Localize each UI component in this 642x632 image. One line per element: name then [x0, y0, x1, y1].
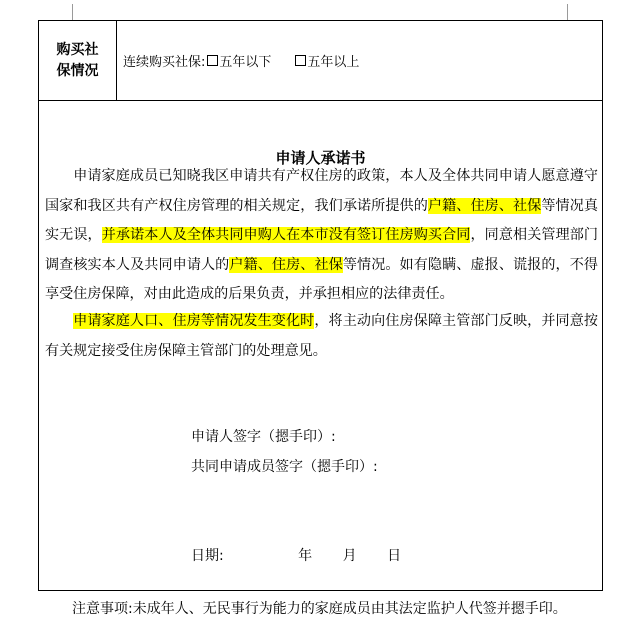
p1-highlight-3: 户籍、住房、社保	[229, 256, 343, 273]
pledge-form-table	[38, 20, 603, 591]
date-label: 日期:	[191, 548, 224, 564]
checkbox-less-than-five-years[interactable]	[207, 55, 218, 66]
social-security-label	[39, 21, 117, 100]
footer-note: 注意事项:未成年人、无民事行为能力的家庭成员由其法定监护人代签并摁手印。	[72, 601, 567, 617]
crop-mark	[72, 4, 73, 20]
p1-text-c: ，同意相关管理部门调查核实本人及共同申请人的	[45, 227, 599, 273]
pledge-paragraph-1	[45, 162, 598, 310]
p2-highlight: 申请家庭人口、住房等情况发生变化时	[73, 313, 315, 329]
p1-text-a: 申请家庭成员已知晓我区申请共有产权住房的政策，本人及全体共同申请人愿意遵守国家和我区共有产权住房管理的相关规定，我们承诺所提供的	[45, 168, 598, 214]
pledge-content	[39, 101, 602, 590]
p1-highlight-1: 户籍、住房、社保	[427, 197, 542, 214]
date-day: 日	[387, 548, 402, 564]
option-less-label: 五年以下	[219, 55, 272, 70]
checkbox-more-than-five-years[interactable]	[295, 55, 306, 66]
pledge-paragraph-2	[45, 307, 598, 366]
p1-highlight-2: 并承诺本人及全体共同申购人在本市没有签订住房购买合同	[101, 227, 471, 243]
date-line	[191, 545, 401, 565]
crop-mark	[567, 4, 568, 20]
label-line-2: 保情况	[56, 62, 99, 79]
pledge-title: 申请人承诺书	[275, 149, 366, 167]
date-year: 年	[298, 548, 313, 564]
co-applicant-signature-line: 共同申请成员签字（摁手印）:	[191, 459, 378, 475]
p1-text-b: 等情况真实无误，	[45, 197, 598, 243]
option-more-label: 五年以上	[307, 55, 360, 70]
social-prefix: 连续购买社保:	[123, 55, 206, 70]
p2-text: ，将主动向住房保障主管部门反映，并同意按有关规定接受住房保障主管部门的处理意见。	[45, 313, 598, 359]
social-security-options	[123, 21, 359, 100]
social-security-row	[39, 21, 602, 101]
applicant-signature-line: 申请人签字（摁手印）:	[191, 429, 336, 445]
date-month: 月	[342, 548, 357, 564]
label-line-1: 购买社	[56, 41, 99, 58]
p1-text-d: 等情况。如有隐瞒、虚报、谎报的，不得享受住房保障，对由此造成的后果负责，并承担相应的法律责任。	[45, 256, 599, 302]
